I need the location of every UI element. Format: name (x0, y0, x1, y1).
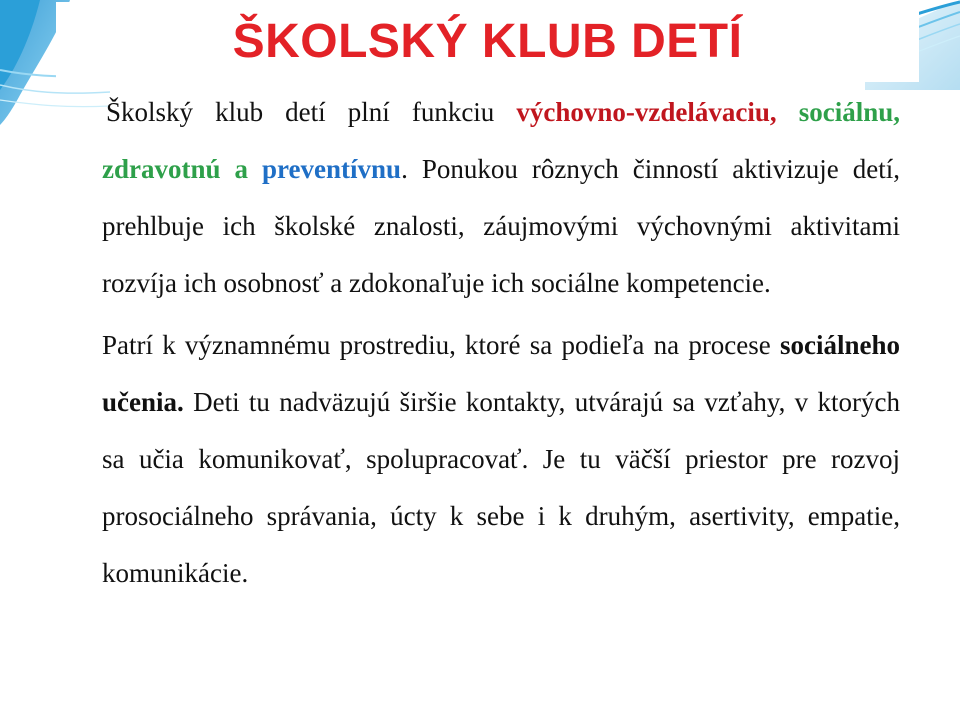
paragraph-2-text-2: Deti tu nadväzujú širšie kontakty, utvárajú sa vzťahy, v ktorých sa učia komunikovať, spolupracovať. Je tu väčší priestor pre rozvoj prosociálneho správania, úcty k sebe i k druhým, asertivity, empatie, komunikácie. (102, 387, 900, 588)
paragraph-2-text-1: Patrí k významnému prostrediu, ktoré sa podieľa na procese (102, 330, 780, 360)
highlight-educational: výchovno-vzdelávaciu, (516, 97, 777, 127)
highlight-social-learning: sociálneho učenia. (102, 330, 900, 417)
paragraph-1-text-2 (777, 97, 799, 127)
highlight-social-health: sociálnu, zdravotnú a (102, 97, 900, 184)
highlight-preventive: preventívnu (262, 154, 402, 184)
page-title: ŠKOLSKÝ KLUB DETÍ (56, 2, 919, 82)
paragraph-1-text-3 (248, 154, 262, 184)
paragraph-social-learning (102, 317, 900, 602)
paragraph-functions (102, 84, 900, 312)
decorative-wave-left (0, 0, 110, 720)
main-content (102, 84, 900, 602)
paragraph-1-text-4: . Ponukou rôznych činností aktivizuje detí, prehlbuje ich školské znalosti, záujmovými výchovnými aktivitami rozvíja ich osobnosť a zdokonaľuje ich sociálne kompetencie. (102, 154, 900, 298)
paragraph-1-text-1: Školský klub detí plní funkciu (106, 97, 517, 127)
